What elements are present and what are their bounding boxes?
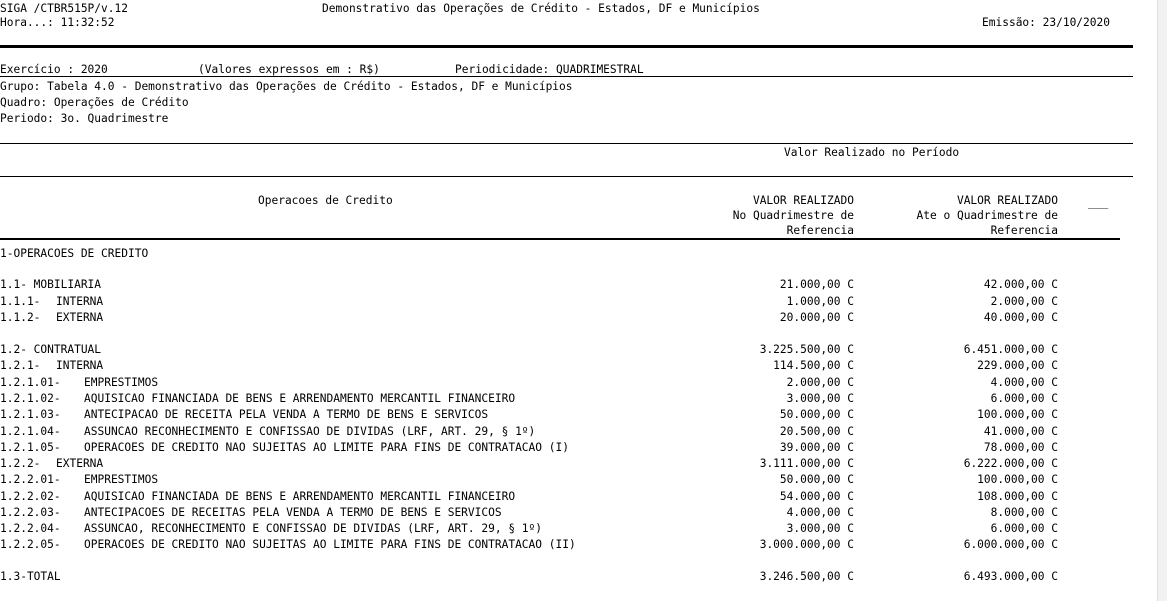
super-header-bottom-divider bbox=[0, 176, 1133, 177]
row-value-quadrimestre: 39.000,00 C bbox=[779, 441, 854, 454]
total-value-quadrimestre: 3.246.500,00 C bbox=[759, 570, 854, 583]
row-description: INTERNA bbox=[56, 295, 104, 308]
row-code: 1.2.1.03- bbox=[0, 408, 61, 421]
row-value-quadrimestre: 1.000,00 C bbox=[786, 295, 854, 308]
row-code: 1.2.1.05- bbox=[0, 441, 61, 454]
row-value-quadrimestre: 3.111.000,00 C bbox=[759, 457, 854, 470]
row-value-acumulado: 78.000,00 C bbox=[983, 441, 1058, 454]
row-description: ANTECIPACAO DE RECEITA PELA VENDA A TERMO DE BENS E SERVICOS bbox=[84, 408, 489, 421]
super-header-top-divider bbox=[0, 143, 1133, 144]
col2-header-line2: Ate o Quadrimestre de bbox=[916, 209, 1058, 222]
col2-header-line3: Referencia bbox=[990, 224, 1058, 237]
row-description: INTERNA bbox=[56, 359, 104, 372]
column-header-divider bbox=[0, 238, 1120, 240]
row-code: 1.1- MOBILIARIA bbox=[0, 278, 102, 291]
row-value-acumulado: 100.000,00 C bbox=[977, 408, 1058, 421]
total-row-code: 1.3-TOTAL bbox=[0, 570, 61, 583]
row-code: 1.2.1.04- bbox=[0, 425, 61, 438]
row-value-quadrimestre: 20.500,00 C bbox=[779, 425, 854, 438]
header-divider bbox=[0, 45, 1133, 48]
row-description: EXTERNA bbox=[56, 457, 104, 470]
emission-date: Emissão: 23/10/2020 bbox=[982, 16, 1110, 29]
row-value-acumulado: 6.000.000,00 C bbox=[963, 538, 1058, 551]
col1-header-line3: Referencia bbox=[786, 224, 854, 237]
row-value-acumulado: 6.000,00 C bbox=[990, 392, 1058, 405]
row-description: ANTECIPACOES DE RECEITAS PELA VENDA A TERMO DE BENS E SERVICOS bbox=[84, 506, 502, 519]
row-value-quadrimestre: 3.000.000,00 C bbox=[759, 538, 854, 551]
system-version: SIGA /CTBR515P/v.12 bbox=[0, 2, 128, 15]
row-value-quadrimestre: 3.000,00 C bbox=[786, 392, 854, 405]
row-code: 1.2- CONTRATUAL bbox=[0, 343, 102, 356]
label-column-header: Operacoes de Credito bbox=[258, 194, 393, 207]
row-description: AQUISICAO FINANCIADA DE BENS E ARRENDAMENTO MERCANTIL FINANCEIRO bbox=[84, 392, 516, 405]
row-description: OPERACOES DE CREDITO NAO SUJEITAS AO LIMITE PARA FINS DE CONTRATACAO (I) bbox=[84, 441, 569, 454]
row-value-acumulado: 40.000,00 C bbox=[983, 311, 1058, 324]
row-value-acumulado: 100.000,00 C bbox=[977, 473, 1058, 486]
row-code: 1.2.2- bbox=[0, 457, 41, 470]
row-code: 1-OPERACOES DE CREDITO bbox=[0, 247, 149, 260]
row-description: EXTERNA bbox=[56, 311, 104, 324]
super-header: Valor Realizado no Período bbox=[784, 146, 960, 159]
row-value-acumulado: 6.451.000,00 C bbox=[963, 343, 1058, 356]
row-value-acumulado: 4.000,00 C bbox=[990, 376, 1058, 389]
row-value-acumulado: 6.000,00 C bbox=[990, 522, 1058, 535]
row-code: 1.2.1.01- bbox=[0, 376, 61, 389]
table-line: Quadro: Operações de Crédito bbox=[0, 96, 189, 109]
row-value-quadrimestre: 114.500,00 C bbox=[773, 359, 854, 372]
row-value-acumulado: 229.000,00 C bbox=[977, 359, 1058, 372]
row-description: EMPRESTIMOS bbox=[84, 376, 159, 389]
row-code: 1.1.1- bbox=[0, 295, 41, 308]
periodicity: Periodicidade: QUADRIMESTRAL bbox=[455, 63, 644, 76]
viewer-scroll-edge[interactable] bbox=[1157, 0, 1167, 601]
col1-header-line1: VALOR REALIZADO bbox=[752, 194, 854, 207]
row-value-quadrimestre: 50.000,00 C bbox=[779, 473, 854, 486]
col1-header-line2: No Quadrimestre de bbox=[732, 209, 854, 222]
row-description: ASSUNCAO RECONHECIMENTO E CONFISSAO DE DIVIDAS (LRF, ART. 29, § 1º) bbox=[84, 425, 536, 438]
period-line: Periodo: 3o. Quadrimestre bbox=[0, 112, 169, 125]
row-value-acumulado: 2.000,00 C bbox=[990, 295, 1058, 308]
params-divider bbox=[0, 76, 1133, 77]
row-description: EMPRESTIMOS bbox=[84, 473, 159, 486]
row-value-acumulado: 108.000,00 C bbox=[977, 490, 1058, 503]
row-code: 1.2.2.01- bbox=[0, 473, 61, 486]
row-value-quadrimestre: 2.000,00 C bbox=[786, 376, 854, 389]
row-value-quadrimestre: 21.000,00 C bbox=[779, 278, 854, 291]
row-code: 1.2.2.04- bbox=[0, 522, 61, 535]
row-description: OPERACOES DE CREDITO NAO SUJEITAS AO LIMITE PARA FINS DE CONTRATACAO (II) bbox=[84, 538, 576, 551]
row-value-quadrimestre: 3.000,00 C bbox=[786, 522, 854, 535]
row-code: 1.2.2.03- bbox=[0, 506, 61, 519]
col2-header-line1: VALOR REALIZADO bbox=[956, 194, 1058, 207]
report-time: Hora...: 11:32:52 bbox=[0, 16, 115, 29]
row-value-acumulado: 8.000,00 C bbox=[990, 506, 1058, 519]
row-value-acumulado: 41.000,00 C bbox=[983, 425, 1058, 438]
row-value-quadrimestre: 50.000,00 C bbox=[779, 408, 854, 421]
row-code: 1.2.2.02- bbox=[0, 490, 61, 503]
row-description: AQUISICAO FINANCIADA DE BENS E ARRENDAMENTO MERCANTIL FINANCEIRO bbox=[84, 490, 516, 503]
row-description: ASSUNCAO, RECONHECIMENTO E CONFISSAO DE DIVIDAS (LRF, ART. 29, § 1º) bbox=[84, 522, 543, 535]
row-value-quadrimestre: 3.225.500,00 C bbox=[759, 343, 854, 356]
row-code: 1.2.2.05- bbox=[0, 538, 61, 551]
group-line: Grupo: Tabela 4.0 - Demonstrativo das Operações de Crédito - Estados, DF e Municípios bbox=[0, 80, 573, 93]
row-value-acumulado: 42.000,00 C bbox=[983, 278, 1058, 291]
row-value-quadrimestre: 54.000,00 C bbox=[779, 490, 854, 503]
col3-header: ___ bbox=[1088, 196, 1109, 209]
row-code: 1.2.1- bbox=[0, 359, 41, 372]
row-value-quadrimestre: 20.000,00 C bbox=[779, 311, 854, 324]
row-value-quadrimestre: 4.000,00 C bbox=[786, 506, 854, 519]
row-code: 1.1.2- bbox=[0, 311, 41, 324]
row-value-acumulado: 6.222.000,00 C bbox=[963, 457, 1058, 470]
total-value-acumulado: 6.493.000,00 C bbox=[963, 570, 1058, 583]
report-title: Demonstrativo das Operações de Crédito - Estados, DF e Municípios bbox=[322, 2, 760, 15]
exercise-year: Exercício : 2020 bbox=[0, 63, 108, 76]
row-code: 1.2.1.02- bbox=[0, 392, 61, 405]
values-note: (Valores expressos em : R$) bbox=[198, 63, 380, 76]
